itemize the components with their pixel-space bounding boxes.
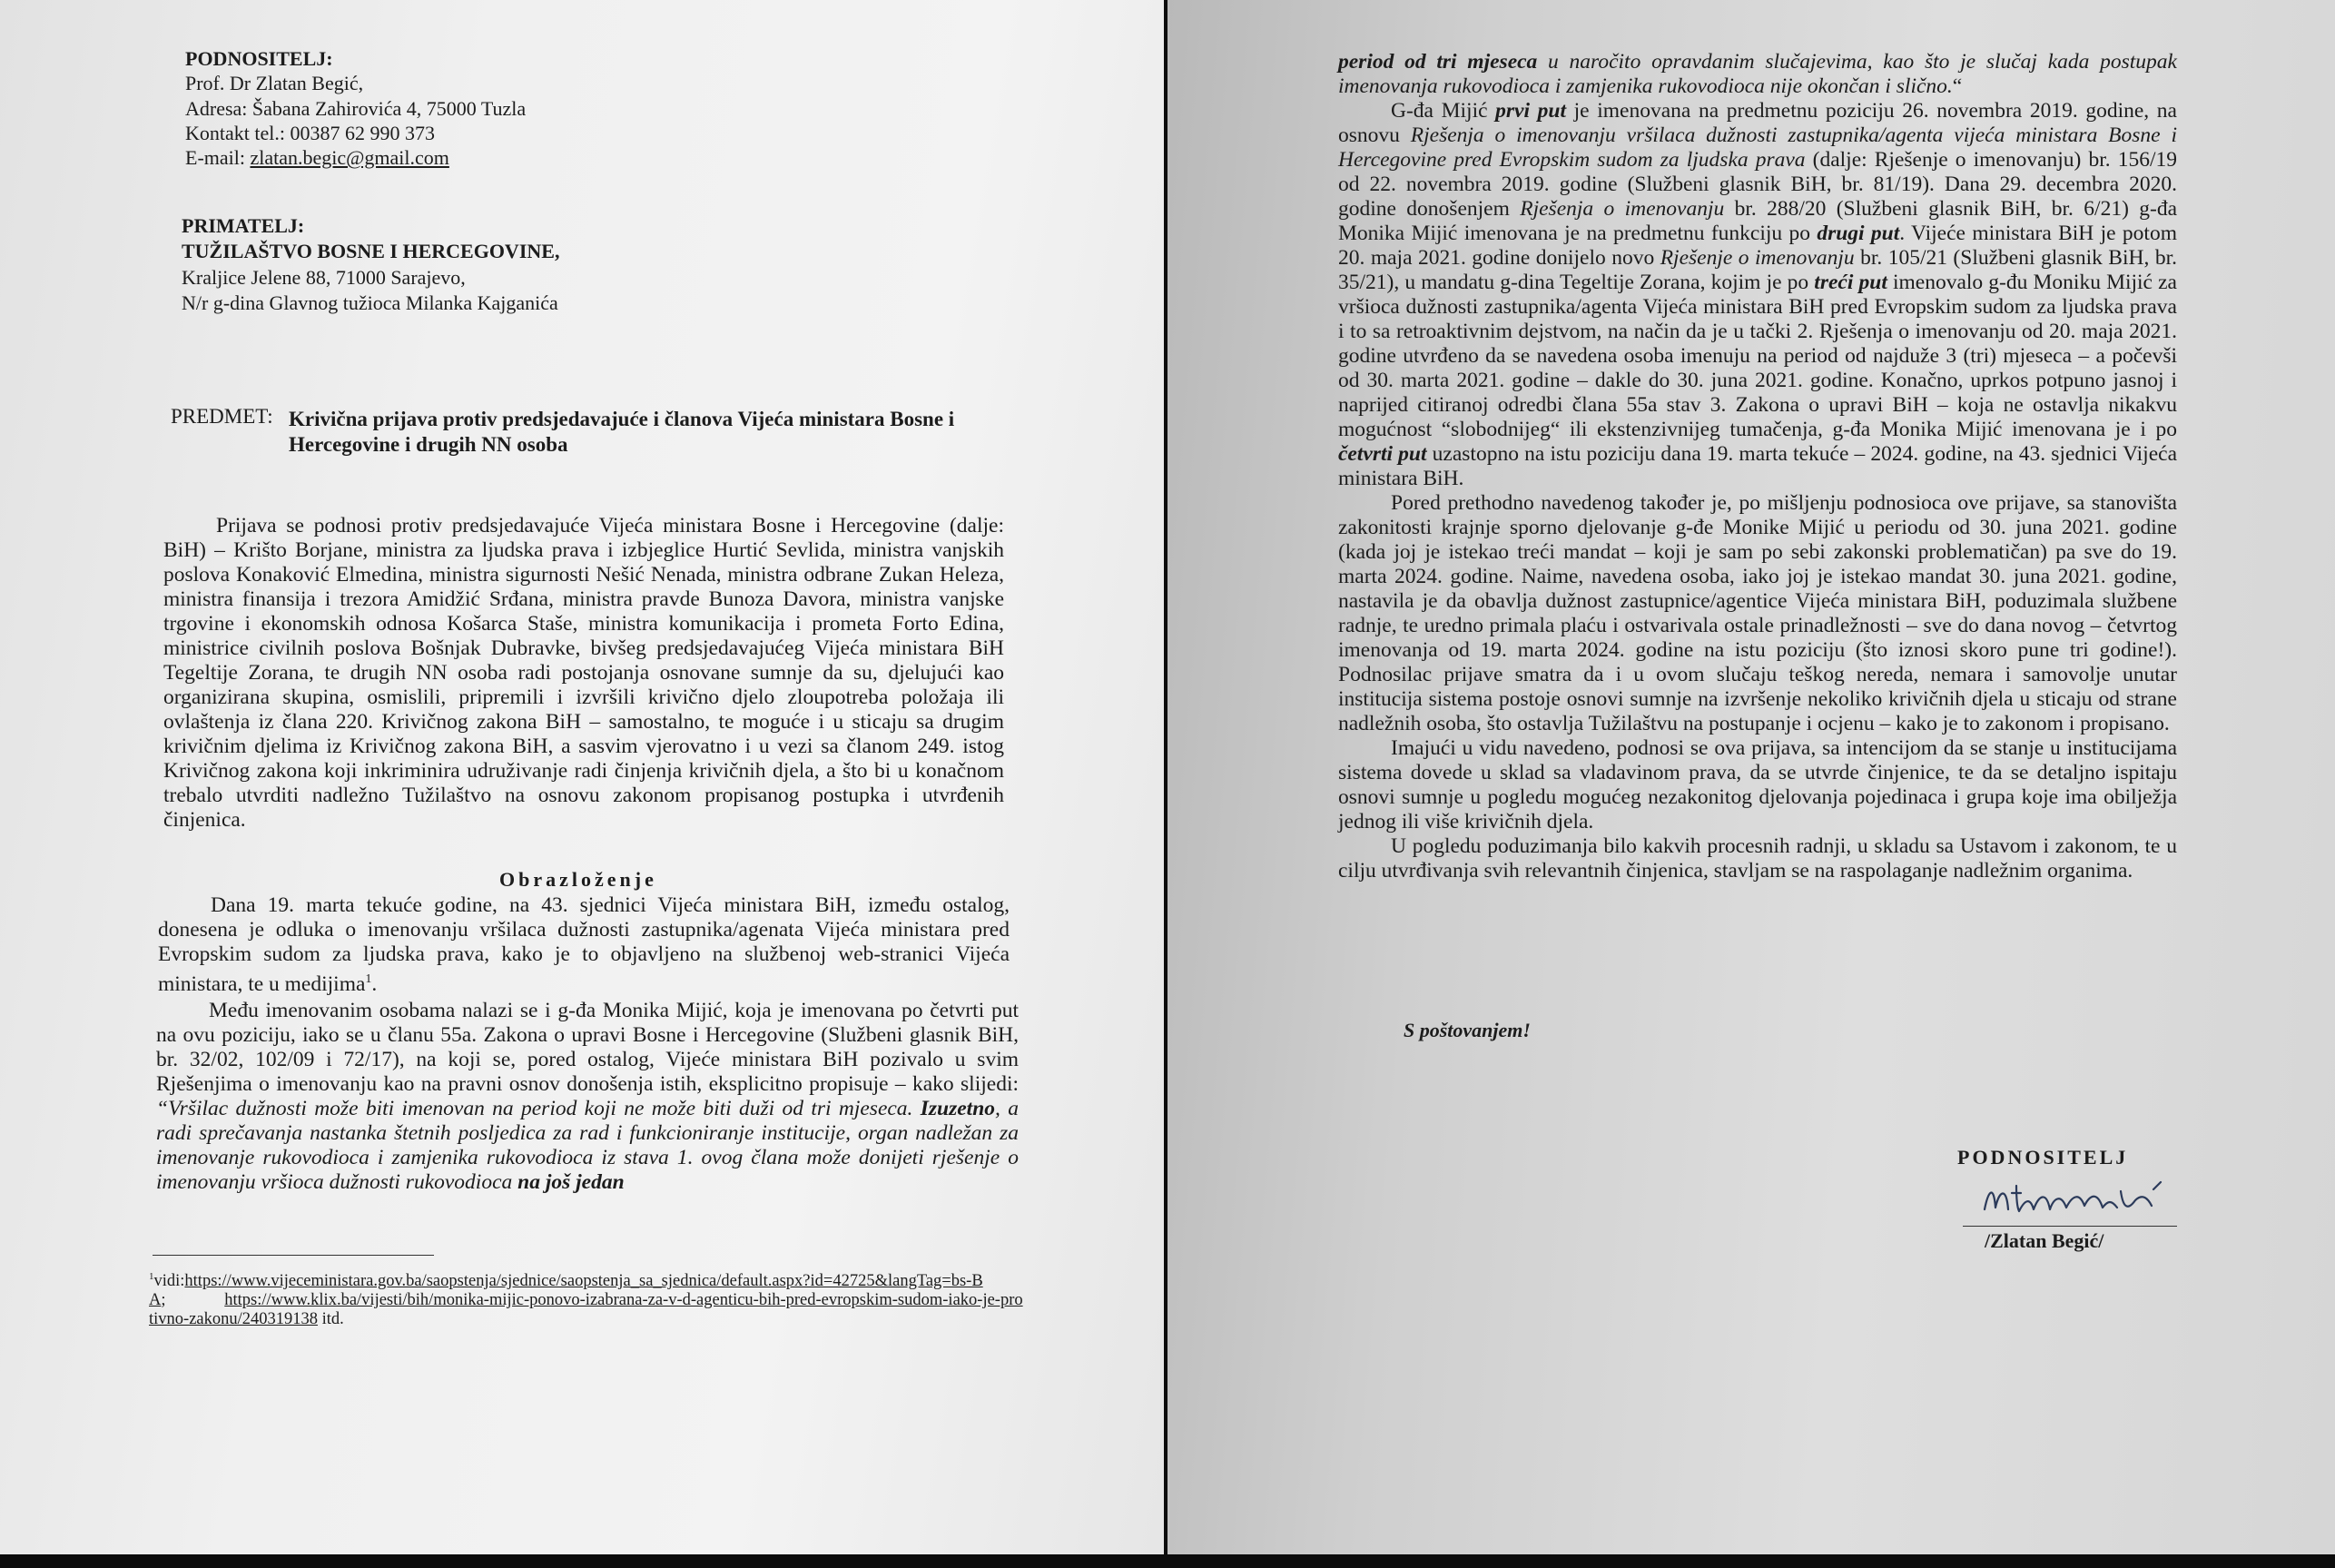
right-page-body [1338,50,2177,883]
decision-ref-2: Rješenje o imenovanju [1660,246,1855,270]
second-time-emph: drugi put [1817,222,1900,245]
law-quote-c: , a radi sprečavanja nastanka štetnih posljedica za rad i funkcioniranje institucije, organ nadležan za imenovanje rukovodioca i zamjenika rukovodioca iz stava 1. ovog člana može donijeti rješenje o imenovanju vršioca dužnosti rukovodioca [156,1097,1019,1194]
p2-a: G-đa Mijić [1391,99,1496,123]
p2-i: . Vijeće ministara BiH je potom 20. maja 2021. godine donijelo novo [1338,222,2177,270]
sender-name: Prof. Dr Zlatan Begić, [185,72,364,95]
footnote-link-2[interactable]: https://www.klix.ba/vijesti/bih/monika-mijic-ponovo-izabrana-za-v-d-agenticu-bih-pred-evropskim-sudom-iako-je-protivno-zakonu/240319138 [149,1291,1023,1329]
recipient-heading: PRIMATELJ: [182,214,305,237]
explanation-paragraph-1 [158,893,1010,997]
closing-salutation: S poštovanjem! [1404,1019,1531,1041]
third-time-emph: treći put [1814,271,1887,294]
fourth-time-emph: četvrti put [1338,442,1427,466]
signature-line [1963,1226,2177,1227]
quote-close: “ [1952,74,1963,98]
footnote-ref[interactable]: 1 [365,972,372,986]
p2-m: imenovalo g-đu Moniku Mijić za vršioca dužnosti zastupnika/agenta Vijeća ministara BiH pred Evropskim sudom za ljudska prava i to sa retroaktivnim dejstvom, na način da je u tački 2. Rješenja o imenovanju od 20. maja 2021. godine utvrđeno da se navedena osoba imenuju na period od najduže 3 (tri) mjeseca – a počevši od 30. marta 2021. godine – dakle do 30. juna 2021. godine. Konačno, uprkos potpuno jasnoj i naprijed citiranoj odredbi člana 55a stav 3. Zakona o upravi BiH – koja ne ostavlja nikakvu mogućnost “slobodnijeg“ ili ekstenzivnijeg tumačenja, g-đa Monika Mijić imenovana je i po [1338,271,2177,441]
document-page-left [0,0,1164,1554]
recipient-block [182,214,559,317]
explanation-1-end: . [371,971,378,996]
legality-paragraph: Pored prethodno navedenog također je, po mišljenju podnosioca ove prijave, sa stanovišta zakonitosti krajnje sporno djelovanje g-đe Monike Mijić u periodu od 30. juna 2021. godine (kada joj je istekao treći mandat – koji je sam po sebi zakonski problematičan) pa sve do 19. marta 2024. godine. Naime, navedena osoba, iako joj je istekao mandat 30. juna 2021. godine, nastavila je da obavlja dužnost zastupnice/agentice Vijeća ministara BiH, poduzimala službene radnje, te uredno primala plaću i ostvarivala ostale prinadležnosti – sve do dana novog – četvrtog imenovanja od 19. marta 2024. godine na istu poziciju (što iznosi skoro pune tri godine!). Podnosilac prijave smatra da i u ovom slučaju teškog nereda, nemara i samovolje unutar institucija sistema postoje osnovi sumnje na izvršenje nekoliko krivičnih djela u sticaju od strane nadležnih osoba, što ostavlja Tužilaštvu na postupanje i ocjenu – kako je to zakonom i propisano. [1338,491,2177,735]
p2-e: (dalje: Rješenje o imenovanju) br. 156/19 od 22. novembra 2019. godine (Službeni glasnik BiH, br. 81/19). Dana 29. decembra 2020. godine donošenjem [1338,148,2178,221]
explanation-1-text: Dana 19. marta tekuće godine, na 43. sjednici Vijeća ministara BiH, između ostalog, donesena je odluka o imenovanju vršilaca dužnosti zastupnika/agenata Vijeća ministara pred Evropskim sudom za ljudska prava, kako je to objavljeno na službenoj web-stranici Vijeća ministara, te u medijima [158,893,1010,996]
appointments-paragraph [1338,99,2177,491]
sender-address: Adresa: Šabana Zahirovića 4, 75000 Tuzla [185,96,527,120]
p2-k: br. 105/21 (Službeni glasnik BiH, br. 35/21), u mandatu g-dina Tegeltije Zorana, kojim je po [1338,246,2177,294]
signer-name: /Zlatan Begić/ [1985,1229,2104,1252]
footnote-divider [153,1255,434,1256]
subject-text: Krivična prijava protiv predsjedavajuće i članova Vijeća ministara Bosne i Hercegovine i drugih NN osoba [289,408,955,456]
recipient-attention: N/r g-dina Glavnog tužioca Milanka Kajganića [182,291,558,314]
intent-paragraph: Imajući u vidu navedeno, podnosi se ova prijava, sa intencijom da se stanje u institucijama sistema dovede u sklad sa vladavinom prava, da se utvrde činjenice, te da se detaljno ispitaju osnovi sumnje u pogledu mogućeg nezakonitog djelovanja pojedinaca i grupa koje ima obilježja jednog ili više krivičnih djela. [1338,736,2177,833]
subject-label: PREDMET: [171,405,273,428]
law-quote-a: “Vršilac dužnosti može biti imenovan na period koji ne može biti duži od tri mjeseca. [156,1097,921,1120]
signature-title: PODNOSITELJ [1957,1146,2129,1169]
recipient-address: Kraljice Jelene 88, 71000 Sarajevo, [182,265,466,289]
intro-paragraph [163,514,1004,833]
law-quote-b: Izuzetno [920,1097,996,1120]
law-quote-d: na još jedan [517,1170,625,1194]
sender-email-line [185,146,526,169]
handwritten-signature [1966,1173,2184,1228]
decision-title: Rješenja o imenovanju vršilaca dužnosti zastupnika/agenta vijeća ministara Bosne i Hercegovine pred Evropskim sudom za ljudska prava [1338,123,2177,172]
sender-email-label: E-mail: [185,146,251,170]
footnote [149,1267,1026,1329]
continued-quote [1338,50,2177,99]
footnote-link-1[interactable]: https://www.vijeceministara.gov.ba/saopstenja/sjednice/saopstenja_sa_sjednica/default.aspx?id=42725&langTag=bs-BA [149,1272,983,1310]
footnote-label: vidi: [153,1272,185,1291]
sender-heading: PODNOSITELJ: [185,47,333,70]
quote-rest: u naročito opravdanim slučajevima, kao što je slučaj kada postupak imenovanja rukovodioca i zamjenika rukovodioca nije okončan i slično. [1338,50,2177,98]
sender-block [185,47,526,171]
decision-ref-1: Rješenja o imenovanju [1520,197,1725,221]
footnote-mark: 1 [149,1271,154,1282]
explanation-2-text: Među imenovanim osobama nalazi se i g-đa Monika Mijić, koja je imenovana po četvrti put na ovu poziciju, iako se u članu 55a. Zakona o upravi Bosne i Hercegovine (Službeni glasnik BiH, br. 32/02, 102/09 i 72/17), na koji se, pored ostalog, Vijeće ministara BiH pozivalo u svim Rješenjima o imenovanju kao na pravni osnov donošenja istih, eksplicitno propisuje – kako slijedi: [156,999,1019,1096]
availability-paragraph: U pogledu poduzimanja bilo kakvih procesnih radnji, u skladu sa Ustavom i zakonom, te u cilju utvrđivanja svih relevantnih činjenica, stavljam se na raspolaganje nadležnim organima. [1338,834,2177,883]
quote-emph-period: period od tri mjeseca [1338,50,1538,74]
explanation-paragraph-2 [156,999,1019,1195]
section-heading: Obrazloženje [499,868,657,891]
p2-o: uzastopno na istu poziciju dana 19. marta tekuće – 2024. godine, na 43. sjednici Vijeća ministara BiH. [1338,442,2178,490]
intro-text: Prijava se podnosi protiv predsjedavajuće Vijeća ministara Bosne i Hercegovine (dalje: BiH) – Krišto Borjane, ministra za ljudska prava i izbjeglice Hurtić Sevlida, ministra vanjskih poslova Konaković Elmedina, ministra sigurnosti Nešić Nenada, ministra odbrane Zukan Heleza, ministra finansija i trezora Amidžić Srđana, ministra pravde Bunoza Davora, ministra vanjske trgovine i ekonomskih odnosa Košarca Staše, ministra komunikacija i prometa Forto Edina, ministrice civilnih poslova Bošnjak Dubravke, bivšeg predsjedavajućeg Vijeća ministara BiH Tegeltije Zorana, te drugih NN osoba radi postojanja osnovane sumnje da su, djelujući kao organizirana skupina, osmislili, pripremili i izvršili krivično djelo zloupotreba položaja ili ovlaštenja iz člana 220. Krivičnog zakona BiH – samostalno, te moguće i u sticaju sa drugim krivičnim djelima iz Krivičnog zakona BiH, a sasvim vjerovatno i u vezi sa članom 249. istog Krivičnog zakona koji inkriminira udruživanje radi činjenja krivičnih djela, a što bi u konačnom trebalo utvrditi nadležno Tužilaštvo na osnovu zakonom propisanog postupka i utvrđenih činjenica. [163,514,1004,832]
recipient-name: TUŽILAŠTVO BOSNE I HERCEGOVINE, [182,240,560,263]
document-page-right [1168,0,2335,1554]
sender-email-link[interactable]: zlatan.begic@gmail.com [250,146,449,170]
footnote-end: itd. [318,1310,344,1329]
first-time-emph: prvi put [1495,99,1566,123]
sender-phone: Kontakt tel.: 00387 62 990 373 [185,121,435,144]
p2-g: br. 288/20 (Službeni glasnik BiH, br. 6/21) g-đa Monika Mijić imenovana je na predmetnu funkciju po [1338,197,2177,245]
footnote-separator: ; [161,1291,166,1310]
p2-c: je imenovana na predmetnu poziciju 26. novembra 2019. godine, na osnovu [1338,99,2177,147]
